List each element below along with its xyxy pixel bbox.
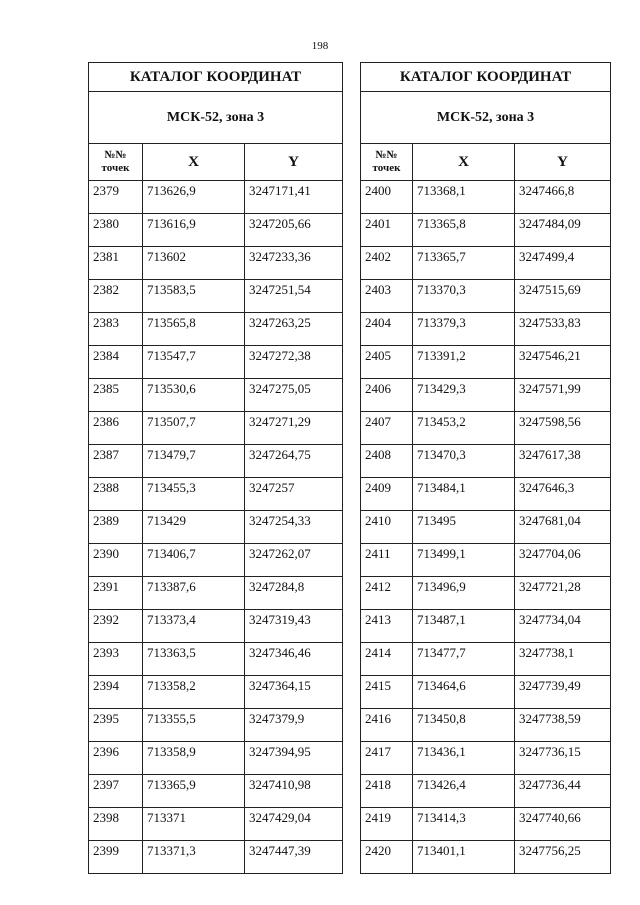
table-row	[361, 577, 611, 610]
point-number-header	[361, 144, 413, 181]
y-coordinate-cell: 3247571,99	[515, 379, 611, 412]
point-number-header-line1: №№	[375, 149, 398, 161]
point-number-cell: 2414	[361, 643, 413, 676]
x-coordinate-cell: 713368,1	[413, 181, 515, 214]
point-number-cell: 2393	[89, 643, 143, 676]
table-row	[361, 610, 611, 643]
x-coordinate-cell: 713370,3	[413, 280, 515, 313]
x-coordinate-cell: 713507,7	[143, 412, 245, 445]
table-row	[361, 412, 611, 445]
y-coordinate-cell: 3247721,28	[515, 577, 611, 610]
point-number-cell: 2402	[361, 247, 413, 280]
coordinate-catalog-right	[360, 62, 611, 874]
table-row	[361, 841, 611, 874]
x-coordinate-cell: 713602	[143, 247, 245, 280]
table-row	[361, 346, 611, 379]
point-number-cell: 2390	[89, 544, 143, 577]
y-coordinate-cell: 3247736,44	[515, 775, 611, 808]
point-number-cell: 2385	[89, 379, 143, 412]
y-coordinate-cell: 3247447,39	[245, 841, 343, 874]
x-coordinate-cell: 713499,1	[413, 544, 515, 577]
y-coordinate-cell: 3247646,3	[515, 478, 611, 511]
y-coordinate-cell: 3247379,9	[245, 709, 343, 742]
table-row	[89, 478, 343, 511]
point-number-cell: 2418	[361, 775, 413, 808]
table-row	[89, 808, 343, 841]
point-number-cell: 2417	[361, 742, 413, 775]
y-coordinate-cell: 3247263,25	[245, 313, 343, 346]
table-row	[89, 676, 343, 709]
table-row	[361, 379, 611, 412]
point-number-cell: 2384	[89, 346, 143, 379]
coordinate-system-label: МСК-52, зона 3	[361, 92, 611, 144]
y-coordinate-cell: 3247736,15	[515, 742, 611, 775]
point-number-header-line2: точек	[101, 162, 130, 174]
point-number-cell: 2408	[361, 445, 413, 478]
point-number-cell: 2403	[361, 280, 413, 313]
table-row	[361, 478, 611, 511]
y-coordinate-cell: 3247262,07	[245, 544, 343, 577]
x-coordinate-cell: 713616,9	[143, 214, 245, 247]
point-number-cell: 2397	[89, 775, 143, 808]
point-number-cell: 2405	[361, 346, 413, 379]
point-number-cell: 2400	[361, 181, 413, 214]
x-coordinate-cell: 713426,4	[413, 775, 515, 808]
coordinate-system-label: МСК-52, зона 3	[89, 92, 343, 144]
table-row	[89, 709, 343, 742]
point-number-header-line2: точек	[372, 162, 401, 174]
catalog-title: КАТАЛОГ КООРДИНАТ	[89, 63, 343, 92]
x-coordinate-cell: 713365,8	[413, 214, 515, 247]
y-coordinate-cell: 3247346,46	[245, 643, 343, 676]
table-row	[89, 610, 343, 643]
x-coordinate-cell: 713453,2	[413, 412, 515, 445]
table-row	[89, 214, 343, 247]
y-coordinate-cell: 3247484,09	[515, 214, 611, 247]
point-number-cell: 2381	[89, 247, 143, 280]
point-number-cell: 2382	[89, 280, 143, 313]
y-coordinate-cell: 3247284,8	[245, 577, 343, 610]
x-header: X	[413, 144, 515, 181]
x-coordinate-cell: 713626,9	[143, 181, 245, 214]
table-row	[361, 742, 611, 775]
point-number-cell: 2420	[361, 841, 413, 874]
point-number-cell: 2388	[89, 478, 143, 511]
point-number-header-line1: №№	[104, 149, 127, 161]
table-row	[89, 841, 343, 874]
table-row	[361, 643, 611, 676]
table-row	[89, 181, 343, 214]
y-coordinate-cell: 3247598,56	[515, 412, 611, 445]
table-row	[89, 379, 343, 412]
table-row	[361, 676, 611, 709]
point-number-cell: 2407	[361, 412, 413, 445]
table-row	[89, 511, 343, 544]
y-coordinate-cell: 3247738,1	[515, 643, 611, 676]
y-coordinate-cell: 3247546,21	[515, 346, 611, 379]
y-coordinate-cell: 3247275,05	[245, 379, 343, 412]
table-row	[89, 346, 343, 379]
point-number-cell: 2398	[89, 808, 143, 841]
y-coordinate-cell: 3247364,15	[245, 676, 343, 709]
x-coordinate-cell: 713414,3	[413, 808, 515, 841]
y-coordinate-cell: 3247257	[245, 478, 343, 511]
point-number-cell: 2399	[89, 841, 143, 874]
table-row	[361, 709, 611, 742]
point-number-cell: 2383	[89, 313, 143, 346]
point-number-cell: 2412	[361, 577, 413, 610]
x-coordinate-cell: 713496,9	[413, 577, 515, 610]
point-number-cell: 2379	[89, 181, 143, 214]
table-row	[89, 412, 343, 445]
point-number-cell: 2411	[361, 544, 413, 577]
x-coordinate-cell: 713355,5	[143, 709, 245, 742]
x-coordinate-cell: 713495	[413, 511, 515, 544]
y-coordinate-cell: 3247756,25	[515, 841, 611, 874]
x-coordinate-cell: 713391,2	[413, 346, 515, 379]
x-coordinate-cell: 713470,3	[413, 445, 515, 478]
point-number-cell: 2395	[89, 709, 143, 742]
x-coordinate-cell: 713464,6	[413, 676, 515, 709]
x-coordinate-cell: 713365,9	[143, 775, 245, 808]
point-number-cell: 2406	[361, 379, 413, 412]
y-coordinate-cell: 3247394,95	[245, 742, 343, 775]
point-number-cell: 2386	[89, 412, 143, 445]
x-coordinate-cell: 713455,3	[143, 478, 245, 511]
point-number-cell: 2396	[89, 742, 143, 775]
x-header: X	[143, 144, 245, 181]
x-coordinate-cell: 713387,6	[143, 577, 245, 610]
x-coordinate-cell: 713429,3	[413, 379, 515, 412]
table-row	[89, 643, 343, 676]
x-coordinate-cell: 713479,7	[143, 445, 245, 478]
x-coordinate-cell: 713477,7	[413, 643, 515, 676]
point-number-cell: 2404	[361, 313, 413, 346]
x-coordinate-cell: 713530,6	[143, 379, 245, 412]
x-coordinate-cell: 713429	[143, 511, 245, 544]
y-coordinate-cell: 3247429,04	[245, 808, 343, 841]
y-coordinate-cell: 3247233,36	[245, 247, 343, 280]
x-coordinate-cell: 713406,7	[143, 544, 245, 577]
table-row	[89, 742, 343, 775]
table-row	[89, 775, 343, 808]
x-coordinate-cell: 713547,7	[143, 346, 245, 379]
y-coordinate-cell: 3247171,41	[245, 181, 343, 214]
x-coordinate-cell: 713365,7	[413, 247, 515, 280]
y-coordinate-cell: 3247466,8	[515, 181, 611, 214]
x-coordinate-cell: 713484,1	[413, 478, 515, 511]
coordinate-catalog-left	[88, 62, 343, 874]
point-number-cell: 2380	[89, 214, 143, 247]
x-coordinate-cell: 713450,8	[413, 709, 515, 742]
table-row	[361, 445, 611, 478]
point-number-cell: 2419	[361, 808, 413, 841]
table-row	[361, 181, 611, 214]
x-coordinate-cell: 713358,2	[143, 676, 245, 709]
y-coordinate-cell: 3247681,04	[515, 511, 611, 544]
y-coordinate-cell: 3247738,59	[515, 709, 611, 742]
table-row	[361, 544, 611, 577]
point-number-cell: 2389	[89, 511, 143, 544]
y-header: Y	[515, 144, 611, 181]
x-coordinate-cell: 713373,4	[143, 610, 245, 643]
y-coordinate-cell: 3247264,75	[245, 445, 343, 478]
y-coordinate-cell: 3247271,29	[245, 412, 343, 445]
point-number-cell: 2416	[361, 709, 413, 742]
table-row	[89, 445, 343, 478]
table-row	[89, 313, 343, 346]
y-coordinate-cell: 3247205,66	[245, 214, 343, 247]
point-number-cell: 2415	[361, 676, 413, 709]
x-coordinate-cell: 713371,3	[143, 841, 245, 874]
table-row	[361, 511, 611, 544]
x-coordinate-cell: 713371	[143, 808, 245, 841]
point-number-cell: 2392	[89, 610, 143, 643]
point-number-cell: 2401	[361, 214, 413, 247]
x-coordinate-cell: 713487,1	[413, 610, 515, 643]
x-coordinate-cell: 713401,1	[413, 841, 515, 874]
table-row	[361, 775, 611, 808]
catalog-title: КАТАЛОГ КООРДИНАТ	[361, 63, 611, 92]
table-row	[89, 280, 343, 313]
y-coordinate-cell: 3247704,06	[515, 544, 611, 577]
table-row	[361, 247, 611, 280]
y-coordinate-cell: 3247734,04	[515, 610, 611, 643]
table-row	[361, 808, 611, 841]
point-number-cell: 2410	[361, 511, 413, 544]
point-number-cell: 2409	[361, 478, 413, 511]
catalog-rows	[361, 181, 611, 874]
y-coordinate-cell: 3247251,54	[245, 280, 343, 313]
y-coordinate-cell: 3247499,4	[515, 247, 611, 280]
y-coordinate-cell: 3247515,69	[515, 280, 611, 313]
y-coordinate-cell: 3247319,43	[245, 610, 343, 643]
catalog-rows	[89, 181, 343, 874]
y-coordinate-cell: 3247254,33	[245, 511, 343, 544]
y-coordinate-cell: 3247272,38	[245, 346, 343, 379]
x-coordinate-cell: 713379,3	[413, 313, 515, 346]
y-header: Y	[245, 144, 343, 181]
x-coordinate-cell: 713358,9	[143, 742, 245, 775]
table-row	[89, 247, 343, 280]
point-number-cell: 2413	[361, 610, 413, 643]
y-coordinate-cell: 3247739,49	[515, 676, 611, 709]
table-row	[361, 313, 611, 346]
table-row	[89, 544, 343, 577]
y-coordinate-cell: 3247410,98	[245, 775, 343, 808]
table-row	[361, 280, 611, 313]
y-coordinate-cell: 3247740,66	[515, 808, 611, 841]
x-coordinate-cell: 713565,8	[143, 313, 245, 346]
table-row	[89, 577, 343, 610]
y-coordinate-cell: 3247617,38	[515, 445, 611, 478]
page-number: 198	[311, 40, 329, 52]
x-coordinate-cell: 713436,1	[413, 742, 515, 775]
point-number-header	[89, 144, 143, 181]
table-row	[361, 214, 611, 247]
x-coordinate-cell: 713583,5	[143, 280, 245, 313]
point-number-cell: 2387	[89, 445, 143, 478]
point-number-cell: 2391	[89, 577, 143, 610]
point-number-cell: 2394	[89, 676, 143, 709]
y-coordinate-cell: 3247533,83	[515, 313, 611, 346]
x-coordinate-cell: 713363,5	[143, 643, 245, 676]
